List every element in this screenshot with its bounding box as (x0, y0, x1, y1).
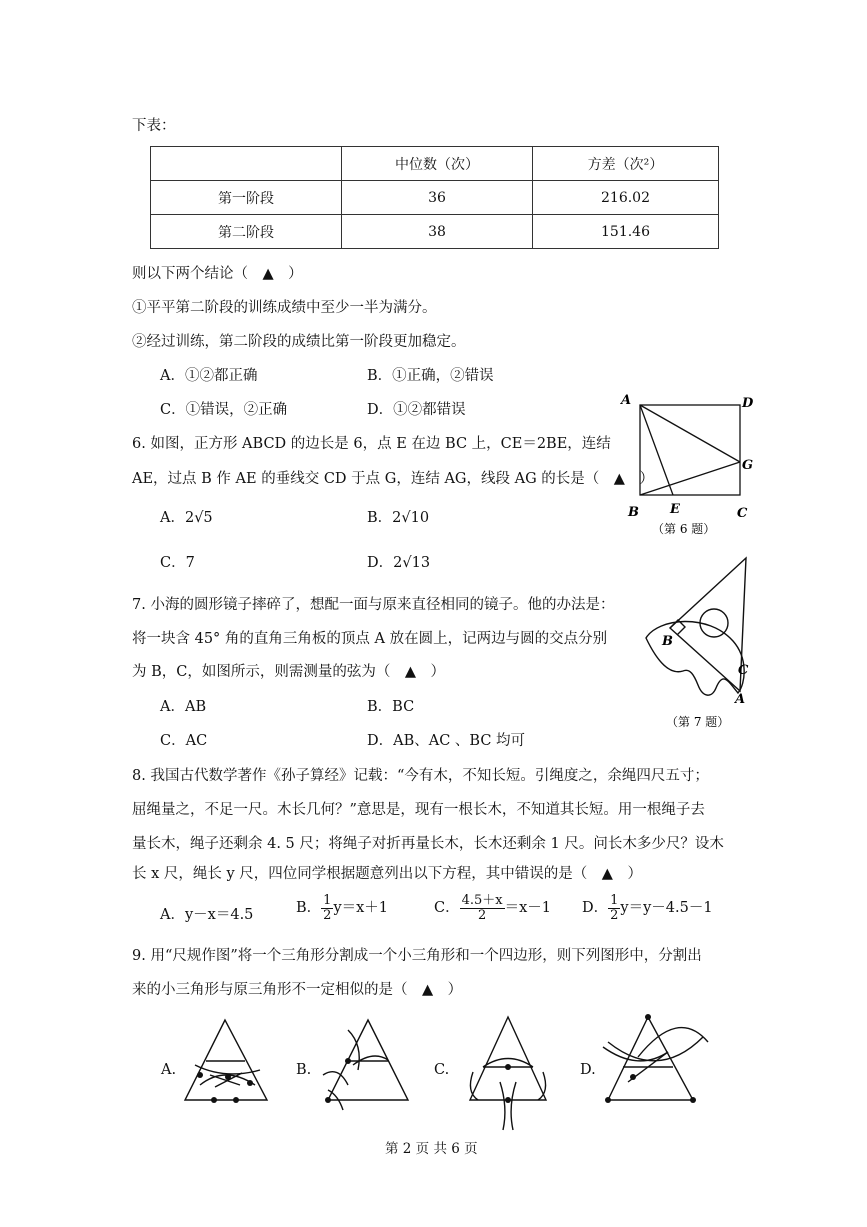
q8-line-1: 8. 我国古代数学著作《孙子算经》记载：“今有木，不知长短。引绳度之，余绳四尺五寸； (132, 768, 709, 784)
q6-option-c: C．7 (160, 555, 195, 571)
fraction (321, 894, 333, 922)
q9-option-b-label: B. (296, 1062, 312, 1078)
denominator: 2 (610, 907, 619, 923)
q6-line-1: 6. 如图，正方形 ABCD 的边长是 6，点 E 在边 BC 上，CE＝2BE，连结 (132, 436, 611, 452)
q5-option-c: C．①错误，②正确 (160, 402, 288, 418)
q5-conclusion-1: ①平平第二阶段的训练成绩中至少一半为满分。 (132, 300, 437, 316)
q6-option-d: D．2√13 (367, 555, 431, 571)
q9-figure-a (180, 1015, 275, 1115)
segment-bg (640, 462, 740, 495)
table-cell: 151.46 (533, 215, 719, 249)
label-e: E (670, 502, 680, 517)
numerator: 4.5＋x (461, 893, 503, 908)
q8-option-d (582, 894, 713, 922)
table-cell: 216.02 (533, 181, 719, 215)
q5-stem: 则以下两个结论（ ▲ ） (132, 266, 303, 282)
q5-option-a: A．①②都正确 (160, 368, 258, 384)
label-a: A (621, 393, 632, 408)
q8-option-a: A．y－x＝4.5 (160, 907, 254, 923)
q7-option-d: D．AB、AC 、BC 均可 (367, 733, 526, 749)
q5-conclusion-2: ②经过训练，第二阶段的成绩比第一阶段更加稳定。 (132, 334, 466, 350)
label-g: G (742, 458, 754, 473)
q7-line-3: 为 B，C，如图所示，则需测量的弦为（ ▲ ） (132, 664, 446, 680)
q7-option-c: C．AC (160, 733, 208, 749)
label-a: A (735, 692, 746, 707)
fraction (608, 894, 620, 922)
table-row (151, 215, 719, 249)
q9-figure-c (458, 1012, 558, 1132)
q8-option-c (434, 894, 551, 922)
label-c: C (737, 506, 748, 521)
q9-option-d-label: D. (580, 1062, 596, 1078)
q9-option-c-label: C. (434, 1062, 450, 1078)
square-abcd (640, 405, 740, 495)
q8-option-c-label: C． (434, 900, 460, 917)
q7-figure (628, 553, 758, 733)
q6-figure (615, 390, 755, 540)
q9-line-1: 9. 用“尺规作图”将一个三角形分割成一个小三角形和一个四边形，则下列图形中，分割出 (132, 948, 702, 964)
page-footer: 第 2 页 共 6 页 (385, 1141, 478, 1157)
segment-ag (640, 405, 740, 462)
segment-ae (640, 405, 673, 495)
intro-text: 下表： (132, 118, 176, 134)
q6-option-a: A．2√5 (160, 510, 213, 526)
label-b: B (662, 634, 673, 649)
q8-option-c-rest: ＝x－1 (504, 900, 552, 917)
q6-line-2: AE，过点 B 作 AE 的垂线交 CD 于点 G，连结 AG，线段 AG 的长是（ ▲ ） (132, 471, 654, 487)
q6-caption: （第 6 题） (652, 522, 716, 536)
q8-line-2: 屈绳量之，不足一尺。木长几何？”意思是，现有一根长木，不知道其长短。用一根绳子去 (132, 802, 705, 818)
label-c: C (738, 663, 749, 678)
q7-caption: （第 7 题） (666, 715, 730, 729)
q8-option-b-rest: y＝x＋1 (333, 900, 389, 917)
mirror-fragment (646, 621, 744, 695)
table-row (151, 181, 719, 215)
table-cell: 38 (342, 215, 533, 249)
q8-line-3: 量长木，绳子还剩余 4. 5 尺；将绳子对折再量长木，长木还剩余 1 尺。问长木多少尺？设木 (132, 836, 724, 852)
q7-line-1: 7. 小海的圆形镜子摔碎了，想配一面与原来直径相同的镜子。他的办法是： (132, 597, 615, 613)
q9-option-a-label: A. (161, 1062, 177, 1078)
q9-line-2: 来的小三角形与原三角形不一定相似的是（ ▲ ） (132, 982, 463, 998)
table-header-cell: 方差（次²） (533, 147, 719, 181)
q7-option-b: B．BC (367, 699, 415, 715)
table-cell: 第二阶段 (151, 215, 342, 249)
table-cell: 第一阶段 (151, 181, 342, 215)
table-header-row (151, 147, 719, 181)
q8-option-b-label: B． (296, 900, 322, 917)
q8-line-4: 长 x 尺，绳长 y 尺，四位同学根据题意列出以下方程，其中错误的是（ ▲ ） (132, 866, 642, 882)
table-cell: 36 (342, 181, 533, 215)
q5-option-d: D．①②都错误 (367, 402, 466, 418)
numerator: 1 (610, 893, 619, 908)
stats-table (150, 146, 719, 249)
table-header-cell: 中位数（次） (342, 147, 533, 181)
label-b: B (628, 505, 639, 520)
q5-option-b: B．①正确，②错误 (367, 368, 494, 384)
q8-option-d-label: D． (582, 900, 609, 917)
q8-option-d-rest: y＝y－4.5－1 (620, 900, 713, 917)
table-header-cell (151, 147, 342, 181)
q6-option-b: B．2√10 (367, 510, 430, 526)
denominator: 2 (477, 907, 487, 923)
label-d: D (742, 396, 754, 411)
numerator: 1 (323, 893, 332, 908)
fraction (460, 894, 505, 922)
denominator: 2 (323, 907, 332, 923)
q7-option-a: A．AB (160, 699, 207, 715)
q7-line-2: 将一块含 45° 角的直角三角板的顶点 A 放在圆上，记两边与圆的交点分别 (132, 631, 608, 647)
q9-figure-b (318, 1015, 413, 1115)
q8-option-b (296, 894, 388, 922)
q9-figure-d (598, 1012, 713, 1112)
